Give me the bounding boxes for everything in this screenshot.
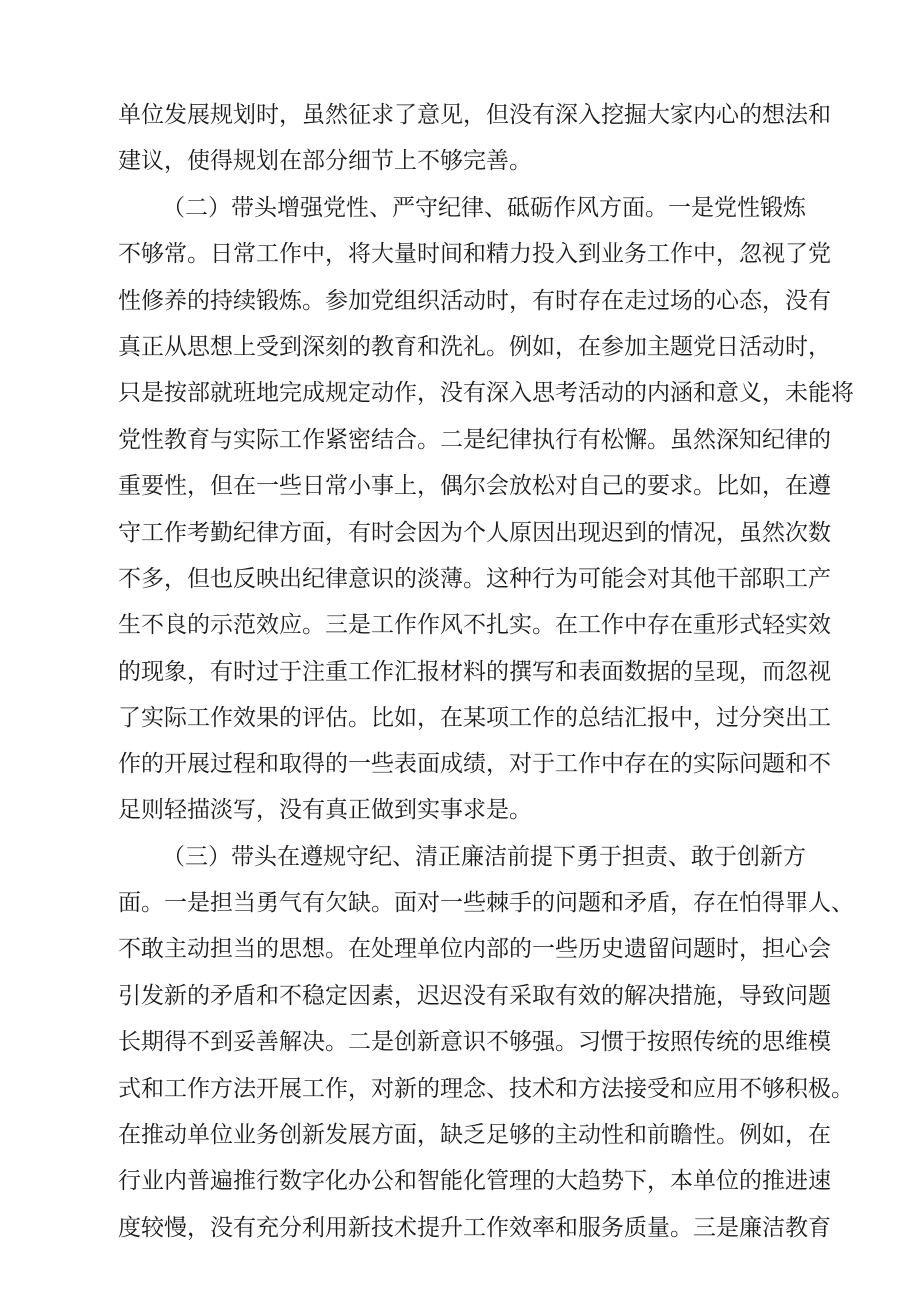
text-line-6: 真正从思想上受到深刻的教育和洗礼。例如，在参加主题党日活动时， — [118, 334, 831, 360]
text-line-16: 足则轻描淡写，没有真正做到实事求是。 — [118, 797, 532, 823]
text-line-2: 建议，使得规划在部分细节上不够完善。 — [118, 148, 532, 174]
text-line-4: 不够常。日常工作中，将大量时间和精力投入到业务工作中，忽视了党 — [118, 241, 831, 267]
text-line-19: 不敢主动担当的思想。在处理单位内部的一些历史遗留问题时，担心会 — [118, 936, 831, 962]
text-line-5: 性修养的持续锻炼。参加党组织活动时，有时存在走过场的心态，没有 — [118, 288, 831, 314]
text-line-23: 在推动单位业务创新发展方面，缺乏足够的主动性和前瞻性。例如，在 — [118, 1122, 831, 1148]
text-line-9: 重要性，但在一些日常小事上，偶尔会放松对自己的要求。比如，在遵 — [118, 473, 831, 499]
text-line-7: 只是按部就班地完成规定动作，没有深入思考活动的内涵和意义，未能将 — [118, 380, 854, 406]
text-line-24: 行业内普遍推行数字化办公和智能化管理的大趋势下，本单位的推进速 — [118, 1168, 831, 1194]
text-line-14: 了实际工作效果的评估。比如，在某项工作的总结汇报中，过分突出工 — [118, 705, 831, 731]
text-line-18: 面。一是担当勇气有欠缺。面对一些棘手的问题和矛盾，存在怕得罪人、 — [118, 890, 854, 916]
text-line-17: （三）带头在遵规守纪、清正廉洁前提下勇于担责、敢于创新方 — [162, 844, 806, 870]
text-line-22: 式和工作方法开展工作，对新的理念、技术和方法接受和应用不够积极。 — [118, 1076, 854, 1102]
text-line-13: 的现象，有时过于注重工作汇报材料的撰写和表面数据的呈现，而忽视 — [118, 659, 831, 685]
text-line-15: 作的开展过程和取得的一些表面成绩，对于工作中存在的实际问题和不 — [118, 751, 831, 777]
text-line-11: 不多，但也反映出纪律意识的淡薄。这种行为可能会对其他干部职工产 — [118, 566, 831, 592]
text-line-21: 长期得不到妥善解决。二是创新意识不够强。习惯于按照传统的思维模 — [118, 1029, 831, 1055]
text-line-1: 单位发展规划时，虽然征求了意见，但没有深入挖掘大家内心的想法和 — [118, 102, 831, 128]
text-line-3: （二）带头增强党性、严守纪律、砥砺作风方面。一是党性锻炼 — [162, 195, 806, 221]
text-line-8: 党性教育与实际工作紧密结合。二是纪律执行有松懈。虽然深知纪律的 — [118, 427, 831, 453]
text-line-20: 引发新的矛盾和不稳定因素，迟迟没有采取有效的解决措施，导致问题 — [118, 983, 831, 1009]
text-line-12: 生不良的示范效应。三是工作作风不扎实。在工作中存在重形式轻实效 — [118, 612, 831, 638]
text-line-10: 守工作考勤纪律方面，有时会因为个人原因出现迟到的情况，虽然次数 — [118, 520, 831, 546]
text-line-25: 度较慢，没有充分利用新技术提升工作效率和服务质量。三是廉洁教育 — [118, 1215, 831, 1241]
